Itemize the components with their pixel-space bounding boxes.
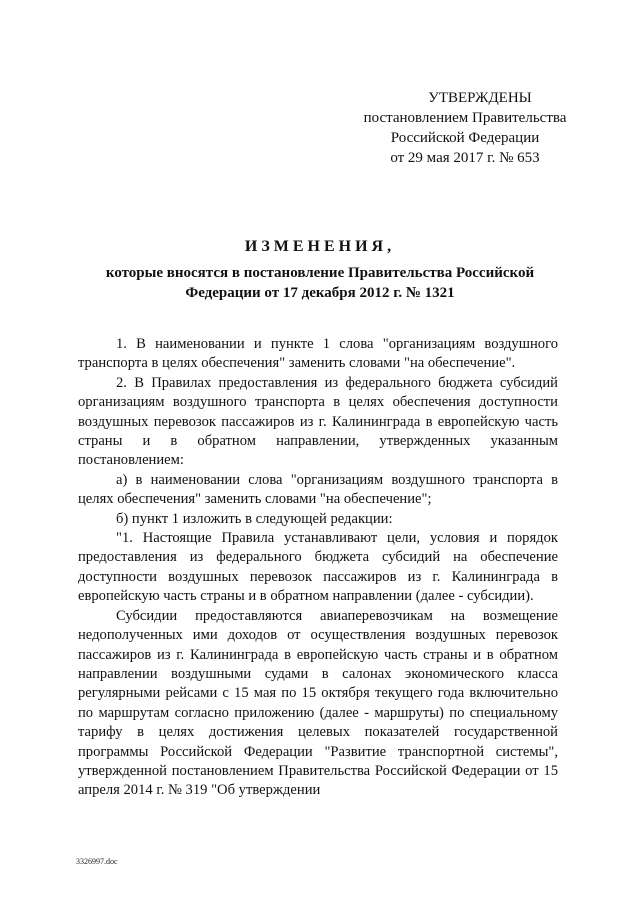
file-reference: 3326997.doc [76,857,118,866]
approval-line: постановлением Правительства [363,110,567,126]
paragraph: а) в наименовании слова "организациям воздушного транспорта в целях обеспечения" заменить словами "на обеспечение"; [78,471,558,508]
paragraph: 2. В Правилах предоставления из федерального бюджета субсидий организациям воздушного транспорта в целях обеспечения доступности воздушных перевозок пассажиров из г. Калининграда в европейскую часть страны и в обратном направлении, утвержденных указанным постановлением: [78,374,558,469]
approval-block [320,88,610,168]
document-title: ИЗМЕНЕНИЯ, [244,238,396,255]
approval-heading: УТВЕРЖДЕНЫ [428,90,532,106]
paragraph: "1. Настоящие Правила устанавливают цели, условия и порядок предоставления из федерального бюджета субсидий на обеспечение доступности воздушных перевозок пассажиров из г. Калининграда в европейскую часть страны и в обратном направлении (далее - субсидии). [78,530,558,605]
paragraph: 1. В наименовании и пункте 1 слова "организациям воздушного транспорта в целях обеспечения" заменить словами "на обеспечение". [78,336,558,372]
paragraph: Субсидии предоставляются авиаперевозчикам на возмещение недополученных ими доходов от осуществления воздушных перевозок пассажиров из г. Калининграда в европейскую часть страны и в обратном направлении воздушными судами в салонах экономического класса регулярными рейсами с 15 мая по 15 октября текущего года включительно по маршрутам согласно приложению (далее - маршруты) по специальному тарифу в целях достижения целевых показателей государственной программы Российской Федерации "Развитие транспортной системы", утвержденной постановлением Правительства Российской Федерации от 15 апреля 2014 г. № 319 "Об утверждении [78,607,558,799]
document-body [78,335,558,801]
approval-date: от 29 мая 2017 г. № 653 [390,150,540,166]
approval-line: Российской Федерации [390,130,540,146]
document-subtitle: которые вносятся в постановление Правительства Российской Федерации от 17 декабря 2012 г. № 1321 [105,265,535,301]
paragraph: б) пункт 1 изложить в следующей редакции: [116,510,393,527]
